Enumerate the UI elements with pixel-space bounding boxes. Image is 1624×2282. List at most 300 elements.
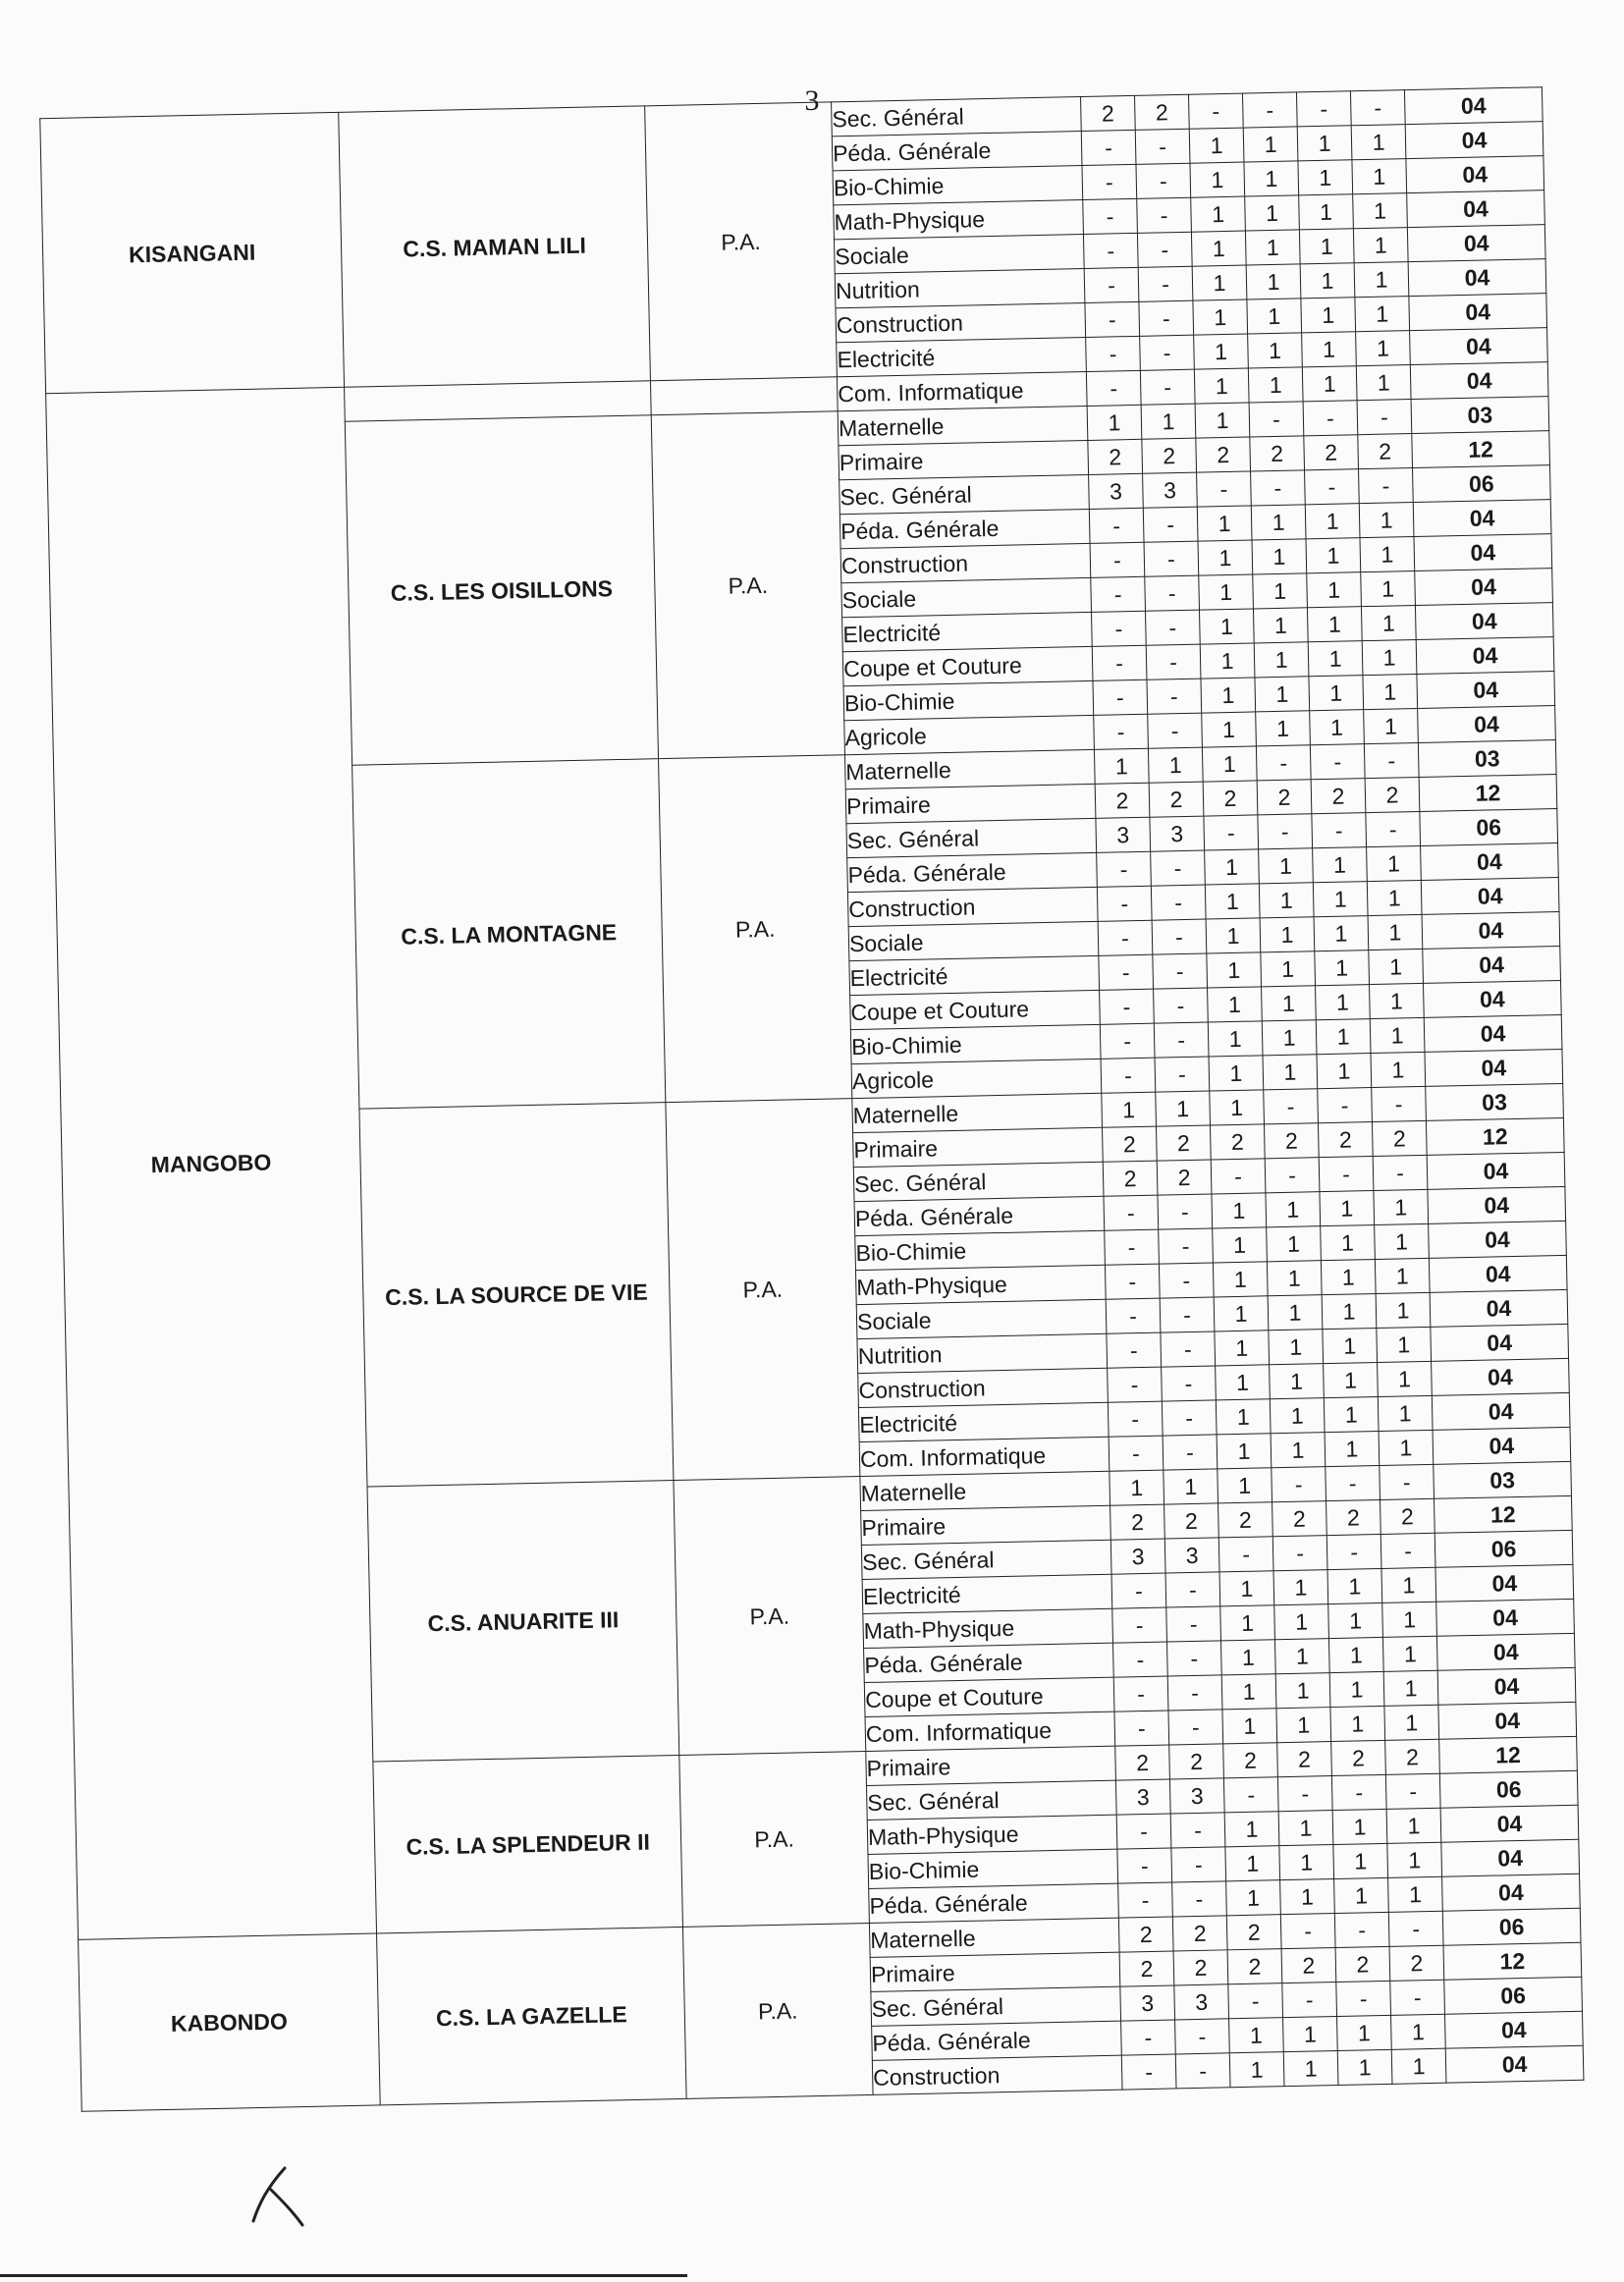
class-count-cell: -: [1277, 1776, 1332, 1812]
class-count-cell: 1: [1325, 1431, 1380, 1466]
class-count-cell: -: [1139, 300, 1194, 336]
class-count-cell: 1: [1299, 229, 1354, 264]
option-cell: Com. Informatique: [865, 1712, 1115, 1751]
class-count-cell: 1: [1369, 949, 1424, 984]
total-cell: 04: [1407, 190, 1545, 228]
total-cell: 06: [1444, 1977, 1583, 2014]
total-cell: 04: [1425, 1049, 1563, 1086]
class-count-cell: 1: [1205, 884, 1260, 919]
regime-label: P.A.: [754, 1825, 795, 1853]
class-count-cell: 1: [1360, 537, 1415, 572]
school-name: C.S. LA GAZELLE: [435, 2001, 627, 2032]
class-count-cell: -: [1326, 1465, 1380, 1500]
class-count-cell: 1: [1322, 1294, 1377, 1330]
class-count-cell: 2: [1103, 1161, 1158, 1196]
class-count-cell: -: [1159, 1228, 1214, 1264]
class-count-cell: 1: [1299, 194, 1354, 230]
class-count-cell: 1: [1316, 985, 1371, 1020]
class-count-cell: 1: [1267, 1261, 1322, 1296]
class-count-cell: 1: [1206, 918, 1261, 953]
class-count-cell: 2: [1264, 1123, 1319, 1159]
option-cell: Sociale: [835, 235, 1085, 274]
class-count-cell: -: [1256, 745, 1311, 781]
class-count-cell: -: [1385, 1773, 1440, 1809]
class-count-cell: -: [1091, 576, 1146, 612]
class-count-cell: 2: [1358, 434, 1413, 469]
class-count-cell: 1: [1192, 265, 1247, 300]
class-count-cell: -: [1158, 1194, 1213, 1229]
class-count-cell: 2: [1385, 1739, 1440, 1774]
class-count-cell: 1: [1334, 1877, 1389, 1913]
regime-label: P.A.: [749, 1603, 790, 1629]
class-count-cell: 2: [1281, 1948, 1336, 1983]
class-count-cell: -: [1147, 679, 1202, 714]
class-count-cell: -: [1154, 988, 1209, 1023]
option-cell: Math-Physique: [867, 1815, 1117, 1854]
class-count-cell: 1: [1224, 1812, 1279, 1847]
class-count-cell: 1: [1324, 1362, 1379, 1397]
class-count-cell: 2: [1119, 1951, 1174, 1986]
class-count-cell: 3: [1143, 472, 1198, 508]
class-count-cell: 2: [1110, 1504, 1165, 1540]
class-count-cell: -: [1188, 93, 1243, 129]
total-cell: 04: [1436, 1633, 1575, 1670]
class-count-cell: -: [1249, 402, 1304, 437]
class-count-cell: 1: [1248, 367, 1303, 403]
option-cell: Maternelle: [869, 1918, 1119, 1957]
total-cell: 04: [1437, 1667, 1576, 1705]
total-cell: 04: [1430, 1289, 1568, 1327]
class-count-cell: -: [1089, 508, 1144, 543]
total-cell: 12: [1426, 1117, 1564, 1155]
option-cell: Sec. Général: [839, 474, 1090, 514]
option-cell: Primaire: [870, 1952, 1120, 1991]
class-count-cell: -: [1151, 885, 1206, 920]
class-count-cell: 1: [1202, 712, 1257, 747]
class-count-cell: 1: [1268, 1295, 1323, 1331]
class-count-cell: 1: [1156, 1091, 1211, 1126]
regime-label: P.A.: [742, 1276, 784, 1303]
class-count-cell: 1: [1333, 1843, 1388, 1878]
class-count-cell: 1: [1332, 1809, 1387, 1844]
class-count-cell: -: [1162, 1400, 1217, 1436]
regime-label: P.A.: [721, 228, 762, 255]
class-count-cell: -: [1331, 1774, 1386, 1810]
class-count-cell: 1: [1102, 1092, 1157, 1127]
class-count-cell: 1: [1219, 1571, 1274, 1606]
class-count-cell: -: [1372, 1086, 1427, 1121]
class-count-cell: 2: [1331, 1740, 1386, 1775]
class-count-cell: -: [1380, 1533, 1435, 1568]
class-count-cell: 1: [1221, 1674, 1276, 1710]
option-cell: Primaire: [839, 440, 1089, 479]
class-count-cell: -: [1107, 1332, 1162, 1368]
class-count-cell: 2: [1203, 781, 1258, 816]
option-cell: Agricole: [844, 715, 1095, 754]
class-count-cell: 1: [1315, 951, 1370, 986]
class-count-cell: -: [1170, 1813, 1225, 1848]
class-count-cell: -: [1211, 1159, 1266, 1194]
class-count-cell: 1: [1383, 1670, 1438, 1706]
class-count-cell: 1: [1256, 711, 1311, 746]
regime-cell: [645, 102, 838, 381]
class-count-cell: 1: [1305, 504, 1360, 539]
option-cell: Bio-Chimie: [833, 166, 1083, 205]
class-count-cell: 1: [1199, 574, 1254, 610]
class-count-cell: 1: [1302, 332, 1357, 367]
option-cell: Electricité: [842, 612, 1093, 651]
class-count-cell: 1: [1275, 1673, 1330, 1709]
option-cell: Péda. Générale: [854, 1196, 1105, 1235]
class-count-cell: -: [1167, 1675, 1222, 1711]
class-count-cell: -: [1318, 1088, 1373, 1123]
class-count-cell: -: [1143, 507, 1198, 542]
class-count-cell: -: [1223, 1777, 1278, 1813]
class-count-cell: -: [1097, 851, 1152, 887]
class-count-cell: 1: [1359, 503, 1414, 538]
class-count-cell: 1: [1164, 1469, 1218, 1504]
class-count-cell: 1: [1356, 365, 1411, 401]
class-count-cell: 1: [1209, 1056, 1264, 1091]
class-count-cell: -: [1116, 1814, 1171, 1849]
commune-name: MANGOBO: [150, 1149, 272, 1178]
class-count-cell: 1: [1374, 1189, 1429, 1224]
class-count-cell: 1: [1252, 539, 1307, 574]
class-count-cell: -: [1121, 2020, 1176, 2055]
option-cell: Péda. Générale: [847, 852, 1098, 892]
class-count-cell: -: [1155, 1057, 1210, 1092]
total-cell: 03: [1434, 1461, 1572, 1498]
class-count-cell: -: [1083, 198, 1138, 234]
regime-cell: [666, 1099, 860, 1481]
class-count-cell: 1: [1262, 1020, 1317, 1056]
class-count-cell: 2: [1272, 1501, 1327, 1537]
class-count-cell: -: [1137, 232, 1192, 267]
class-count-cell: -: [1218, 1537, 1273, 1572]
class-count-cell: 2: [1115, 1745, 1170, 1780]
class-count-cell: 1: [1368, 914, 1423, 950]
option-cell: Bio-Chimie: [850, 1024, 1101, 1063]
class-count-cell: 2: [1169, 1744, 1224, 1779]
class-count-cell: 1: [1207, 952, 1262, 988]
total-cell: 06: [1413, 465, 1551, 503]
total-cell: 04: [1409, 294, 1547, 331]
class-count-cell: 2: [1277, 1742, 1332, 1777]
total-cell: 04: [1436, 1599, 1575, 1636]
commune-cell: [40, 112, 345, 393]
total-cell: 03: [1411, 397, 1549, 434]
regime-label: P.A.: [728, 571, 769, 599]
class-count-cell: -: [1265, 1158, 1320, 1193]
total-cell: 04: [1417, 672, 1555, 709]
class-count-cell: -: [1197, 471, 1252, 507]
class-count-cell: 2: [1173, 1950, 1228, 1985]
class-count-cell: 1: [1141, 404, 1196, 439]
class-count-cell: 1: [1194, 368, 1249, 404]
class-count-cell: 1: [1364, 708, 1419, 743]
class-count-cell: -: [1305, 469, 1360, 505]
class-count-cell: 1: [1245, 195, 1300, 231]
class-count-cell: -: [1258, 814, 1313, 849]
class-count-cell: 1: [1388, 1876, 1443, 1912]
class-count-cell: -: [1168, 1710, 1223, 1745]
class-count-cell: -: [1146, 610, 1201, 645]
class-count-cell: -: [1081, 130, 1136, 165]
class-count-cell: 2: [1380, 1498, 1435, 1534]
school-cell: [377, 1927, 687, 2104]
class-count-cell: -: [1350, 90, 1405, 126]
class-count-cell: -: [1390, 1980, 1445, 2015]
class-count-cell: 1: [1337, 2049, 1392, 2085]
class-count-cell: -: [1101, 1058, 1156, 1093]
class-count-cell: 2: [1095, 783, 1150, 818]
class-count-cell: -: [1357, 400, 1412, 435]
option-cell: Bio-Chimie: [843, 680, 1094, 720]
option-cell: Electricité: [858, 1402, 1109, 1441]
class-count-cell: -: [1171, 1847, 1226, 1882]
class-count-cell: 1: [1352, 159, 1407, 194]
class-count-cell: 1: [1323, 1329, 1378, 1364]
option-cell: Péda. Générale: [872, 2021, 1122, 2060]
school-name: C.S. LA SPLENDEUR II: [406, 1828, 651, 1860]
class-count-cell: 1: [1370, 1017, 1425, 1053]
class-count-cell: 1: [1306, 538, 1361, 573]
option-cell: Coupe et Couture: [850, 990, 1101, 1029]
total-cell: 04: [1404, 87, 1543, 125]
class-count-cell: -: [1326, 1534, 1381, 1569]
total-cell: 04: [1416, 637, 1554, 675]
option-cell: Electricité: [862, 1574, 1112, 1613]
class-count-cell: 1: [1367, 845, 1422, 881]
total-cell: 04: [1410, 362, 1548, 400]
option-cell: Math-Physique: [834, 200, 1084, 240]
bottom-rule: [0, 2274, 687, 2277]
class-count-cell: 3: [1115, 1779, 1170, 1815]
regime-cell: [674, 1477, 866, 1756]
class-count-cell: 1: [1375, 1258, 1430, 1293]
class-count-cell: -: [1146, 644, 1201, 679]
class-count-cell: 1: [1297, 126, 1352, 161]
class-count-cell: -: [1113, 1676, 1168, 1712]
class-count-cell: 1: [1244, 161, 1299, 196]
class-count-cell: 1: [1229, 2018, 1284, 2053]
school-name: C.S. LA SOURCE DE VIE: [384, 1278, 648, 1311]
class-count-cell: 1: [1355, 297, 1410, 332]
class-count-cell: 1: [1198, 540, 1253, 575]
class-count-cell: -: [1151, 850, 1206, 886]
class-count-cell: 1: [1216, 1399, 1271, 1435]
class-count-cell: 1: [1214, 1296, 1269, 1331]
class-count-cell: -: [1154, 1022, 1209, 1058]
class-count-cell: 1: [1262, 986, 1317, 1021]
option-cell: Construction: [858, 1368, 1109, 1407]
class-count-cell: -: [1140, 335, 1195, 370]
class-count-cell: 1: [1371, 1052, 1426, 1087]
option-cell: Sec. Général: [866, 1780, 1116, 1820]
class-count-cell: 1: [1330, 1706, 1385, 1741]
class-count-cell: 2: [1172, 1916, 1227, 1951]
class-count-cell: 1: [1218, 1468, 1272, 1503]
school-cell: [367, 1481, 679, 1762]
class-count-cell: 1: [1220, 1605, 1275, 1641]
class-count-cell: -: [1083, 233, 1138, 268]
class-count-cell: -: [1138, 266, 1193, 301]
class-count-cell: -: [1272, 1536, 1327, 1571]
class-count-cell: -: [1121, 2054, 1176, 2090]
class-count-cell: 1: [1199, 609, 1254, 644]
total-cell: 03: [1418, 740, 1556, 778]
option-cell: Com. Informatique: [859, 1437, 1110, 1476]
regime-label: P.A.: [734, 915, 776, 943]
total-cell: 04: [1431, 1324, 1569, 1361]
class-count-cell: 1: [1353, 193, 1408, 229]
total-cell: 04: [1445, 2045, 1584, 2083]
class-count-cell: 1: [1307, 572, 1362, 608]
class-count-cell: -: [1380, 1464, 1435, 1499]
total-cell: 04: [1440, 1805, 1579, 1842]
total-cell: 04: [1441, 1839, 1580, 1876]
option-cell: Com. Informatique: [837, 371, 1087, 410]
class-count-cell: 1: [1302, 366, 1357, 402]
class-count-cell: 1: [1270, 1364, 1325, 1399]
class-count-cell: 1: [1337, 2015, 1392, 2050]
school-cell: [339, 106, 651, 387]
document-body: [39, 86, 1585, 2174]
class-count-cell: -: [1296, 91, 1351, 127]
class-count-cell: -: [1166, 1606, 1221, 1642]
total-cell: 04: [1410, 328, 1548, 365]
class-count-cell: 1: [1267, 1226, 1322, 1262]
class-count-cell: 1: [1354, 262, 1409, 298]
class-count-cell: -: [1388, 1911, 1443, 1946]
total-cell: 12: [1412, 431, 1550, 468]
class-count-cell: -: [1303, 401, 1358, 436]
class-count-cell: -: [1098, 920, 1153, 955]
class-count-cell: 1: [1248, 333, 1303, 368]
class-count-cell: 1: [1213, 1227, 1268, 1263]
class-count-cell: 1: [1246, 264, 1301, 299]
option-cell: Nutrition: [835, 269, 1085, 308]
class-count-cell: 1: [1205, 849, 1260, 885]
table-body: [40, 87, 1584, 2112]
class-count-cell: -: [1228, 1983, 1283, 2019]
class-count-cell: 1: [1200, 643, 1255, 679]
class-count-cell: -: [1242, 92, 1297, 128]
class-count-cell: 1: [1260, 917, 1315, 952]
commune-cell: [46, 387, 377, 1939]
class-count-cell: -: [1336, 1981, 1391, 2016]
class-count-cell: 3: [1110, 1539, 1165, 1574]
class-count-cell: 1: [1208, 987, 1263, 1022]
total-cell: 04: [1432, 1392, 1570, 1430]
class-count-cell: 2: [1164, 1503, 1219, 1539]
total-cell: 04: [1415, 603, 1553, 640]
class-count-cell: 2: [1304, 435, 1359, 470]
class-count-cell: 1: [1375, 1223, 1430, 1259]
total-cell: 06: [1420, 809, 1558, 846]
class-count-cell: -: [1085, 301, 1140, 337]
option-cell: Math-Physique: [855, 1265, 1106, 1304]
class-count-cell: 3: [1164, 1538, 1219, 1573]
class-count-cell: 1: [1382, 1636, 1437, 1671]
class-count-cell: 1: [1263, 1055, 1318, 1090]
class-count-cell: -: [1104, 1195, 1159, 1230]
school-cell: [373, 1755, 683, 1932]
class-count-cell: 1: [1370, 983, 1425, 1018]
class-count-cell: 1: [1259, 883, 1314, 918]
class-count-cell: 1: [1283, 2017, 1338, 2052]
class-count-cell: 1: [1378, 1395, 1433, 1431]
class-count-cell: -: [1114, 1711, 1169, 1746]
class-count-cell: 1: [1279, 1845, 1334, 1880]
class-count-cell: -: [1105, 1229, 1160, 1265]
class-count-cell: 1: [1194, 334, 1249, 369]
class-count-cell: 1: [1247, 299, 1302, 334]
class-count-cell: -: [1334, 1912, 1389, 1947]
class-count-cell: 1: [1225, 1846, 1280, 1881]
option-cell: Primaire: [853, 1127, 1104, 1167]
total-cell: 06: [1439, 1770, 1578, 1808]
class-count-cell: -: [1364, 742, 1419, 778]
class-count-cell: -: [1135, 129, 1190, 164]
option-cell: Sociale: [856, 1299, 1107, 1338]
option-cell: Sec. Général: [846, 818, 1097, 857]
class-count-cell: -: [1204, 815, 1259, 850]
class-count-cell: 1: [1351, 125, 1406, 160]
class-count-cell: 1: [1378, 1361, 1433, 1396]
class-count-cell: -: [1111, 1573, 1166, 1608]
class-count-cell: 1: [1320, 1191, 1375, 1226]
class-count-cell: -: [1099, 954, 1154, 990]
class-count-cell: -: [1108, 1401, 1163, 1437]
class-count-cell: -: [1136, 163, 1191, 198]
class-count-cell: 1: [1191, 231, 1246, 266]
option-cell: Primaire: [861, 1505, 1111, 1545]
class-count-cell: 1: [1195, 403, 1250, 438]
total-cell: 03: [1426, 1083, 1564, 1120]
class-count-cell: -: [1272, 1467, 1326, 1502]
class-count-cell: -: [1282, 1983, 1337, 2018]
class-count-cell: 3: [1174, 1984, 1229, 2020]
total-cell: 04: [1415, 569, 1553, 606]
class-count-cell: 1: [1216, 1365, 1271, 1400]
class-count-cell: -: [1152, 919, 1207, 954]
class-count-cell: -: [1109, 1436, 1164, 1471]
total-cell: 04: [1418, 706, 1556, 743]
class-count-cell: 1: [1274, 1639, 1329, 1674]
option-cell: Construction: [836, 302, 1086, 342]
option-cell: Péda. Générale: [832, 132, 1082, 171]
class-count-cell: 1: [1321, 1225, 1376, 1261]
class-count-cell: 2: [1227, 1949, 1282, 1984]
class-count-cell: 1: [1310, 710, 1365, 745]
class-count-cell: 3: [1120, 1985, 1175, 2021]
class-count-cell: -: [1153, 953, 1208, 989]
total-cell: 06: [1435, 1530, 1573, 1567]
class-count-cell: 2: [1135, 94, 1190, 130]
class-count-cell: -: [1084, 267, 1139, 302]
class-count-cell: 1: [1283, 2050, 1338, 2086]
school-name: C.S. LA MONTAGNE: [401, 918, 618, 950]
class-count-cell: -: [1092, 611, 1147, 646]
class-count-cell: -: [1106, 1298, 1161, 1333]
class-count-cell: 1: [1261, 951, 1316, 987]
class-count-cell: 1: [1361, 606, 1416, 641]
class-count-cell: -: [1159, 1263, 1214, 1298]
option-cell: Bio-Chimie: [868, 1849, 1118, 1888]
total-cell: 04: [1421, 843, 1559, 881]
class-count-cell: 2: [1156, 1125, 1211, 1161]
